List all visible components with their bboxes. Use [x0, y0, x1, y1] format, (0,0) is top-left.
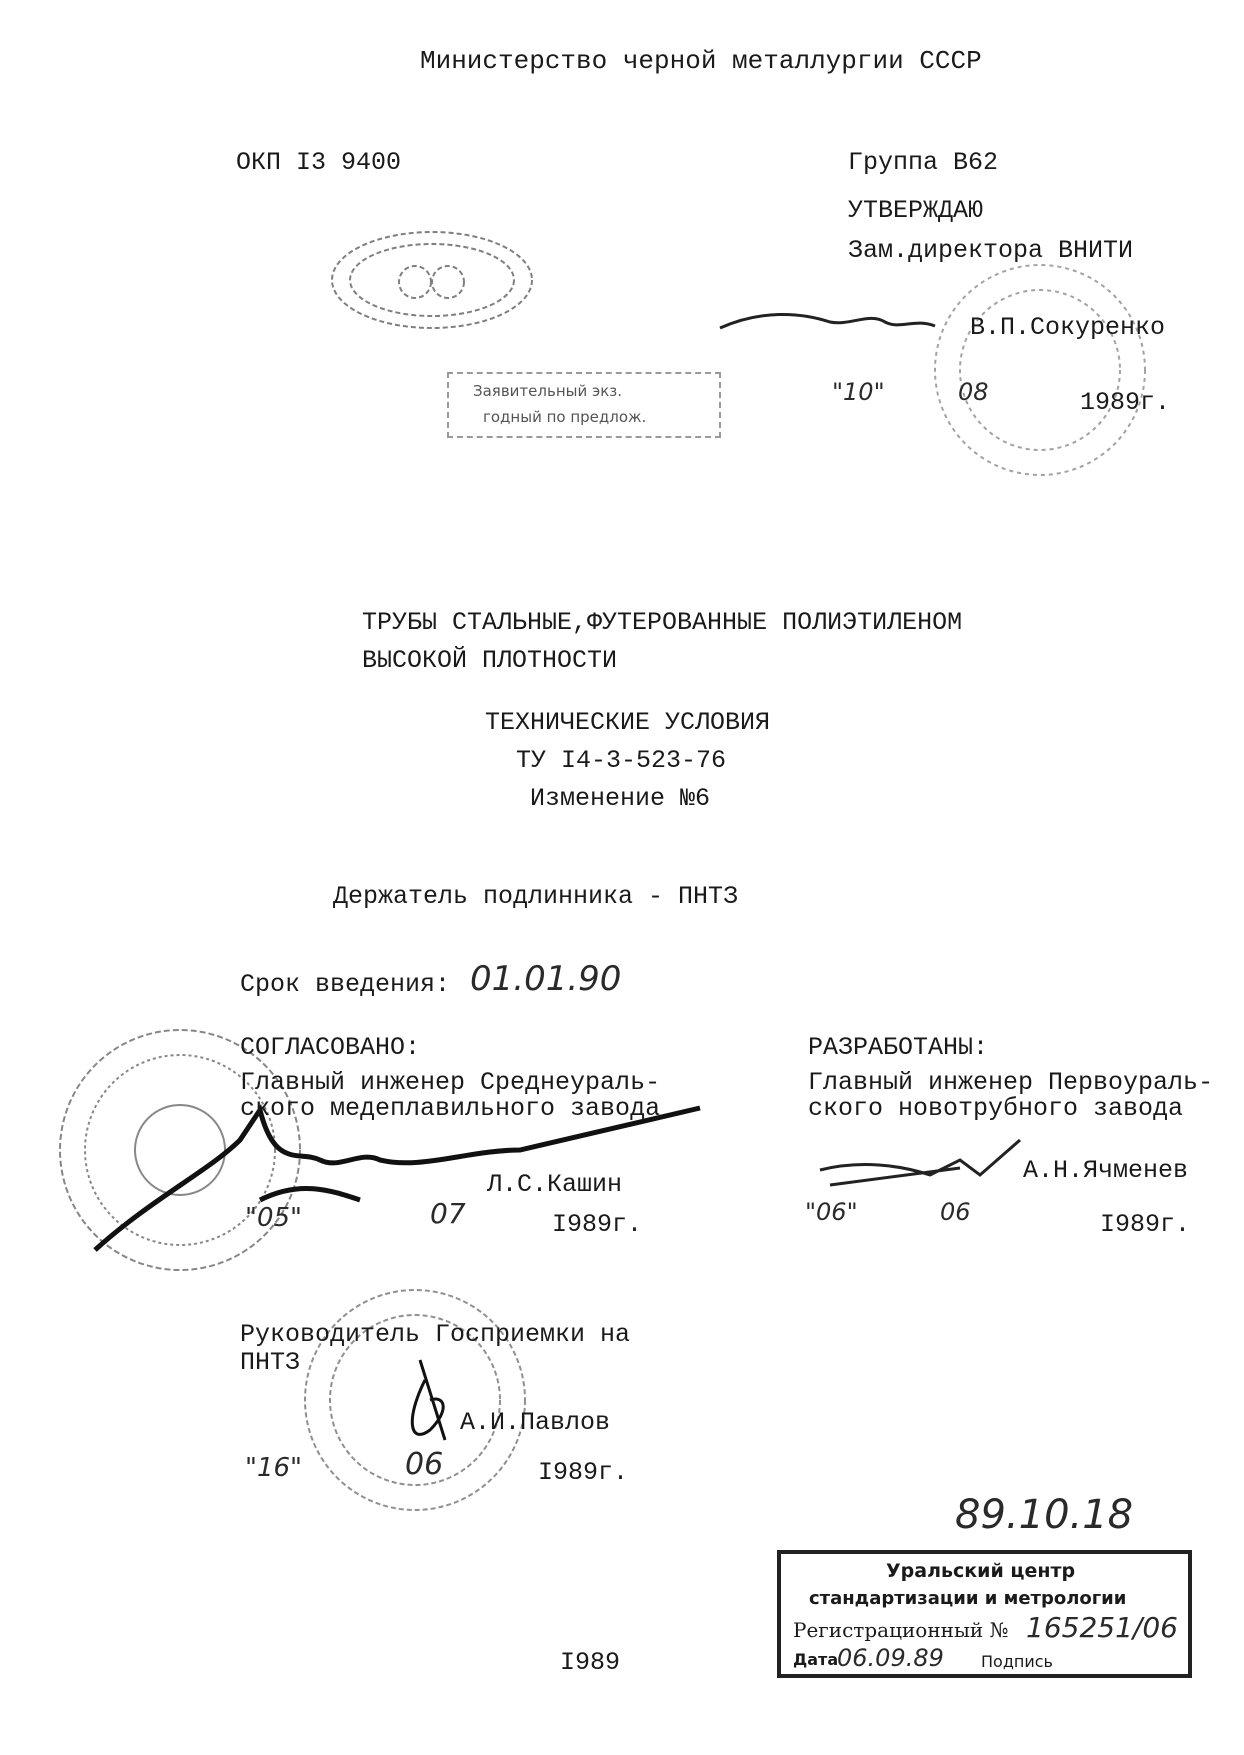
- developed-date-year: I989г.: [1100, 1210, 1191, 1239]
- title-line1: ТРУБЫ СТАЛЬНЫЕ,ФУТЕРОВАННЫЕ ПОЛИЭТИЛЕНОМ: [362, 608, 963, 637]
- signature-developed: [820, 1140, 1020, 1185]
- signature-acceptance: [412, 1360, 445, 1440]
- original-holder: Держатель подлинника - ПНТЗ: [333, 882, 739, 911]
- approval-date-day: "10": [832, 378, 885, 406]
- effective-date: 01.01.90: [470, 959, 622, 999]
- developed-name: А.Н.Ячменев: [1023, 1156, 1189, 1185]
- file-stamp: [447, 372, 721, 438]
- change-number: Изменение №6: [530, 784, 711, 813]
- title-line2: ВЫСОКОЙ ПЛОТНОСТИ: [362, 646, 618, 675]
- okp-code: ОКП I3 9400: [236, 148, 402, 177]
- acceptance-date-day: "16": [245, 1453, 303, 1483]
- effective-label: Срок введения:: [240, 970, 451, 999]
- developed-heading: РАЗРАБОТАНЫ:: [808, 1033, 989, 1062]
- registration-number: 165251/06: [1026, 1611, 1178, 1644]
- round-stamp-approval: [935, 265, 1145, 475]
- oval-stamp-top: [332, 232, 532, 328]
- file-stamp-line1: Заявительный экз.: [473, 382, 623, 400]
- doc-number: ТУ I4-3-523-76: [516, 746, 727, 775]
- registration-date: 06.09.89: [837, 1644, 944, 1672]
- approval-date-month: 08: [958, 378, 989, 406]
- acceptance-date-month: 06: [405, 1447, 444, 1482]
- registration-handwritten-date: 89.10.18: [955, 1492, 1134, 1538]
- agreed-date-year: I989г.: [552, 1210, 643, 1239]
- registration-center-line1: Уральский центр: [886, 1560, 1076, 1582]
- approval-date-year: 1989г.: [1080, 388, 1171, 417]
- developed-line1: Главный инженер Первоураль-: [808, 1068, 1214, 1097]
- acceptance-date-year: I989г.: [538, 1458, 629, 1487]
- acceptance-name: А.И.Павлов: [460, 1408, 611, 1437]
- registration-sign-label: Подпись: [981, 1652, 1053, 1671]
- agreed-line1: Главный инженер Среднеураль-: [240, 1068, 661, 1097]
- agreed-name: Л.С.Кашин: [487, 1170, 623, 1199]
- file-stamp-line2: годный по предлож.: [483, 408, 647, 426]
- ministry-title: Министерство черной металлургии СССР: [420, 46, 982, 76]
- acceptance-line2: ПНТЗ: [240, 1348, 301, 1377]
- group-code: Группа В62: [848, 148, 999, 177]
- acceptance-line1: Руководитель Госприемки на: [240, 1320, 631, 1349]
- agreed-heading: СОГЛАСОВАНО:: [240, 1033, 421, 1062]
- developed-date-day: "06": [805, 1198, 858, 1226]
- footer-year: I989: [560, 1648, 621, 1677]
- registration-date-label: Дата: [793, 1650, 839, 1669]
- doc-type: ТЕХНИЧЕСКИЕ УСЛОВИЯ: [485, 708, 771, 737]
- registration-number-label: Регистрационный №: [793, 1618, 1009, 1642]
- agreed-date-month: 07: [430, 1197, 466, 1230]
- approve-heading: УТВЕРЖДАЮ: [848, 196, 984, 225]
- registration-stamp: [777, 1550, 1192, 1678]
- approver-position: Зам.директора ВНИТИ: [848, 236, 1134, 265]
- approver-name: В.П.Сокуренко: [970, 313, 1166, 342]
- agreed-line2: ского медеплавильного завода: [240, 1094, 661, 1123]
- signature-approval: [720, 314, 935, 328]
- developed-date-month: 06: [940, 1198, 971, 1226]
- round-stamp-agreed: [60, 1030, 303, 1270]
- developed-line2: ского новотрубного завода: [808, 1094, 1184, 1123]
- registration-center-line2: стандартизации и метрологии: [809, 1588, 1127, 1609]
- agreed-date-day: "05": [245, 1203, 303, 1233]
